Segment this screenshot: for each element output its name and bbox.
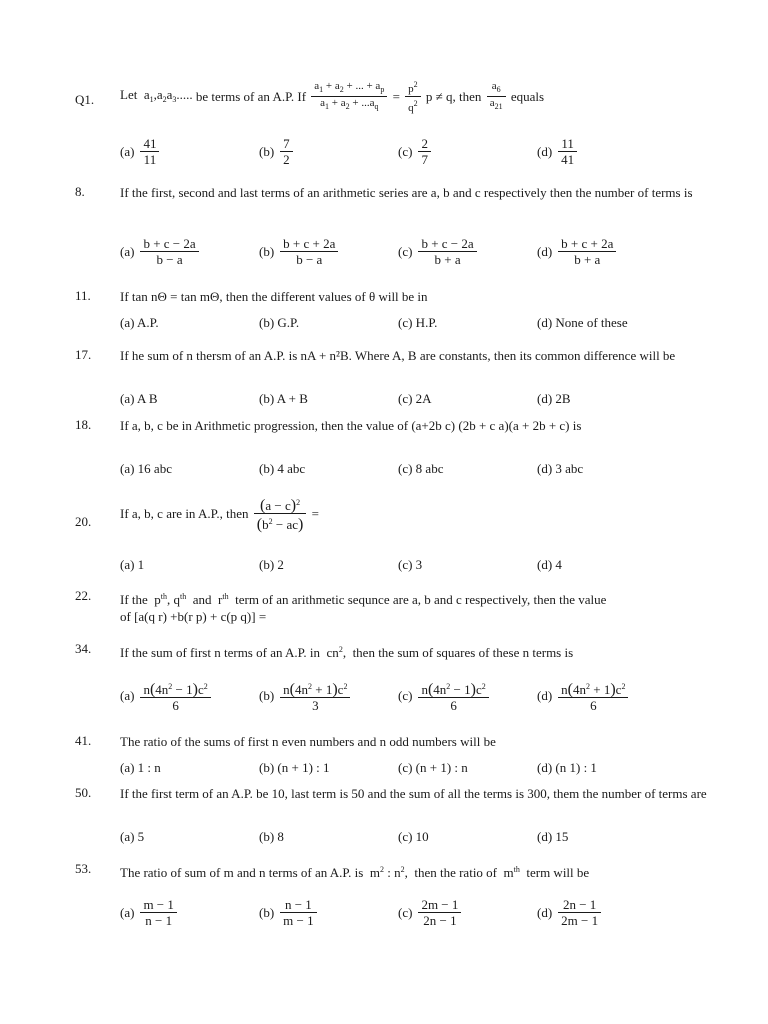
fraction-numerator: n − 1	[280, 897, 316, 913]
fraction-denominator: $(b^2 - ac)$	[256, 516, 304, 533]
option-label: (b)	[259, 904, 275, 920]
fraction-numerator: $a_6$	[487, 80, 506, 97]
option-a[interactable]	[120, 236, 201, 267]
question-text: The ratio of the sums of first n even numbers and n odd numbers will be	[120, 734, 496, 749]
fraction	[280, 236, 338, 267]
option-label: (d)	[537, 688, 553, 703]
option-b[interactable]: (b) 8	[259, 829, 284, 844]
option-c[interactable]: (c) 10	[398, 829, 429, 844]
fraction-denominator: 2m − 1	[561, 913, 599, 928]
fraction	[418, 897, 461, 928]
fraction-denominator: 41	[561, 152, 575, 167]
option-a[interactable]	[120, 136, 161, 167]
fraction-denominator: 6	[172, 698, 179, 713]
option-label: (d)	[537, 243, 553, 259]
option-c[interactable]	[398, 679, 491, 713]
fraction-denominator: b + a	[434, 252, 461, 267]
question-text: If the first term of an A.P. be 10, last term is 50 and the sum of all the terms is 300, them the number of terms are	[120, 786, 707, 801]
option-d[interactable]	[537, 236, 618, 267]
option-label: (a)	[120, 688, 135, 703]
question-number: 22.	[75, 588, 92, 603]
fraction-numerator: $n(4n^2 + 1)c^2$	[558, 679, 628, 698]
option-b[interactable]: (b) A + B	[259, 391, 308, 406]
option-c[interactable]: (c) (n + 1) : n	[398, 760, 468, 775]
option-c[interactable]: (c) 3	[398, 557, 423, 572]
fraction-denominator: $q^2$	[408, 99, 418, 114]
question-text-part: be terms of an A.P. If	[192, 89, 307, 104]
option-a[interactable]: (a) A.P.	[120, 315, 159, 330]
option-c[interactable]: (c) 2A	[398, 391, 432, 406]
question-text: If a, b, c be in Arithmetic progression, then the value of (a+2b c) (2b + c a)(a + 2b + c) is	[120, 418, 582, 433]
option-a[interactable]: (a) 5	[120, 829, 145, 844]
option-c[interactable]	[398, 897, 463, 928]
option-c[interactable]	[398, 136, 433, 167]
option-d[interactable]: (d) 4	[537, 557, 562, 572]
fraction	[140, 236, 198, 267]
question-text: If the sum of first n terms of an A.P. in $cn^2$, then the sum of squares of these n terms is	[120, 645, 574, 660]
fraction-numerator: $a_1 + a_2$ + ... + $a_p$	[311, 80, 387, 97]
option-b[interactable]: (b) G.P.	[259, 315, 300, 330]
fraction-numerator: $p^2$	[405, 78, 421, 97]
fraction	[140, 679, 210, 713]
question-text: The ratio of sum of m and n terms of an A.P. is $m^2$ : $n^2$, then the ratio of $m^{th}$ term will be	[120, 865, 590, 880]
fraction-numerator: 2n − 1	[558, 897, 601, 913]
fraction-denominator: 6	[450, 698, 457, 713]
option-label: (b)	[259, 143, 275, 159]
option-label: (c)	[398, 904, 413, 920]
fraction	[405, 78, 421, 115]
option-d[interactable]: (d) 2B	[537, 391, 571, 406]
fraction	[254, 495, 307, 532]
option-b[interactable]: (b) 4 abc	[259, 461, 306, 476]
fraction-denominator: m − 1	[283, 913, 314, 928]
option-b[interactable]	[259, 136, 295, 167]
fraction-numerator: $n(4n^2 + 1)c^2$	[280, 679, 350, 698]
fraction-denominator: $a_1 + a_2 + ...a_q$	[320, 97, 379, 111]
question-number: 17.	[75, 347, 92, 362]
question-tail: =	[311, 506, 319, 521]
fraction-numerator: m − 1	[140, 897, 176, 913]
option-b[interactable]: (b) (n + 1) : 1	[259, 760, 330, 775]
question-text: If tan nΘ = tan mΘ, then the different values of θ will be in	[120, 289, 428, 304]
fraction-numerator: b + c + 2a	[558, 236, 616, 252]
fraction	[280, 897, 316, 928]
option-a[interactable]	[120, 897, 179, 928]
option-d[interactable]: (d) 3 abc	[537, 461, 584, 476]
option-c[interactable]: (c) 8 abc	[398, 461, 444, 476]
option-d[interactable]: (d) None of these	[537, 315, 628, 330]
option-label: (a)	[120, 143, 135, 159]
fraction	[140, 897, 176, 928]
option-d[interactable]	[537, 897, 603, 928]
fraction	[558, 136, 577, 167]
fraction-numerator: b + c − 2a	[418, 236, 476, 252]
fraction-numerator: $(a - c)^2$	[254, 495, 307, 514]
fraction	[280, 136, 293, 167]
fraction-numerator: b + c − 2a	[140, 236, 198, 252]
option-a[interactable]: (a) A B	[120, 391, 158, 406]
fraction	[311, 80, 387, 113]
question-text	[120, 588, 716, 625]
fraction	[418, 236, 476, 267]
question-number: 41.	[75, 733, 92, 748]
fraction-denominator: b + a	[574, 252, 601, 267]
fraction-denominator: b − a	[156, 252, 183, 267]
question-number: 18.	[75, 417, 92, 432]
fraction-numerator: b + c + 2a	[280, 236, 338, 252]
fraction	[418, 136, 431, 167]
fraction-numerator: 2	[418, 136, 431, 152]
fraction	[558, 679, 628, 713]
option-d[interactable]	[537, 136, 579, 167]
fraction	[558, 897, 601, 928]
option-c[interactable]	[398, 236, 479, 267]
option-d[interactable]: (d) (n 1) : 1	[537, 760, 597, 775]
question-text-part: If a, b, c are in A.P., then	[120, 506, 249, 521]
option-label: (c)	[398, 688, 413, 703]
option-label: (c)	[398, 243, 413, 259]
option-a[interactable]	[120, 679, 213, 713]
option-b[interactable]	[259, 679, 352, 713]
fraction	[140, 136, 159, 167]
fraction	[487, 80, 506, 113]
question-number: Q1.	[75, 92, 95, 107]
fraction-numerator: $n(4n^2 - 1)c^2$	[418, 679, 488, 698]
question-text	[120, 495, 716, 532]
fraction-numerator: 7	[280, 136, 293, 152]
option-b[interactable]: (b) 2	[259, 557, 284, 572]
option-c[interactable]: (c) H.P.	[398, 315, 438, 330]
fraction-denominator: 7	[421, 152, 428, 167]
fraction-numerator: $n(4n^2 - 1)c^2$	[140, 679, 210, 698]
option-a[interactable]: (a) 1 : n	[120, 760, 161, 775]
fraction-numerator: 2m − 1	[418, 897, 461, 913]
option-label: (a)	[120, 904, 135, 920]
question-number: 8.	[75, 184, 85, 199]
question-text: If the first, second and last terms of an arithmetic series are a, b and c respectively then the number of terms is	[120, 185, 693, 200]
option-d[interactable]: (d) 15	[537, 829, 569, 844]
fraction-numerator: 41	[140, 136, 159, 152]
question-text	[120, 78, 716, 115]
option-label: (a)	[120, 243, 135, 259]
question-text-part: Let $a_1,a_2a_3$.....	[120, 86, 193, 104]
option-label: (d)	[537, 904, 553, 920]
equals-sign: =	[392, 89, 400, 104]
fraction	[418, 679, 488, 713]
fraction-denominator: b − a	[296, 252, 323, 267]
question-tail: equals	[510, 89, 545, 104]
option-a[interactable]: (a) 1	[120, 557, 145, 572]
fraction-denominator: 6	[590, 698, 597, 713]
option-b[interactable]	[259, 236, 340, 267]
fraction-denominator: $a_{21}$	[489, 97, 503, 111]
fraction-denominator: n − 1	[145, 913, 173, 928]
question-number: 20.	[75, 514, 92, 529]
option-label: (c)	[398, 143, 413, 159]
option-label: (b)	[259, 243, 275, 259]
condition-text: p ≠ q, then	[425, 89, 482, 104]
fraction-denominator: 2	[283, 152, 290, 167]
fraction-denominator: 3	[312, 698, 319, 713]
option-d[interactable]	[537, 679, 630, 713]
question-number: 11.	[75, 288, 91, 303]
option-a[interactable]: (a) 16 abc	[120, 461, 172, 476]
fraction-denominator: 11	[143, 152, 157, 167]
option-label: (d)	[537, 143, 553, 159]
fraction-numerator: 11	[558, 136, 577, 152]
fraction-denominator: 2n − 1	[423, 913, 457, 928]
question-text: If he sum of n thersm of an A.P. is nA + n²B. Where A, B are constants, then its common difference will be	[120, 348, 676, 363]
option-b[interactable]	[259, 897, 319, 928]
question-number: 53.	[75, 861, 92, 876]
fraction	[280, 679, 350, 713]
option-label: (b)	[259, 688, 275, 703]
question-line: If the $p^{th}$, $q^{th}$ and $r^{th}$ term of an arithmetic sequnce are a, b and c respectively, then the value	[120, 592, 607, 607]
fraction	[558, 236, 616, 267]
question-line: of [a(q r) +b(r p) + c(p q)] =	[120, 609, 267, 624]
question-number: 34.	[75, 641, 92, 656]
question-number: 50.	[75, 785, 92, 800]
